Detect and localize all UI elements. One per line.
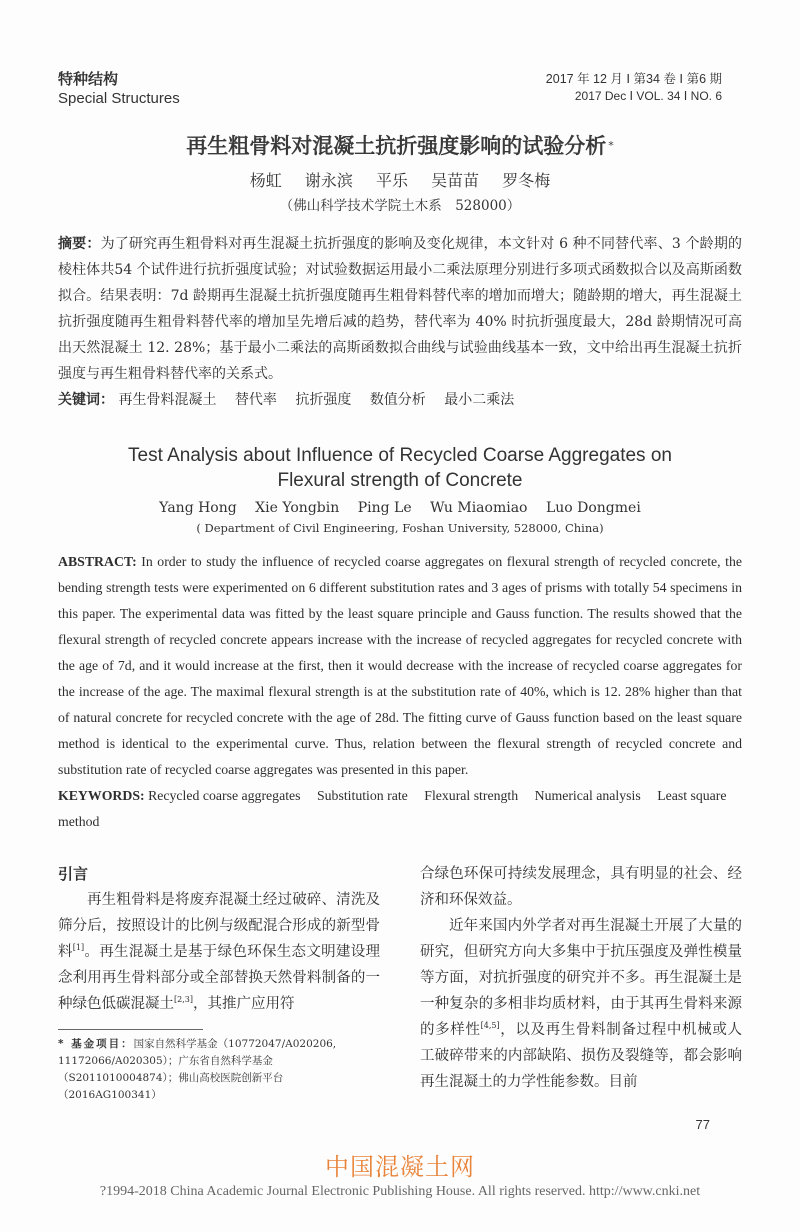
keyword-cn: 数值分析 [369, 392, 426, 408]
authors-cn [58, 169, 742, 193]
author-en: Wu Miaomiao [430, 500, 528, 516]
title-footnote-mark: * [608, 139, 614, 152]
author-en: Yang Hong [159, 500, 237, 516]
copyright-line: ?1994-2018 China Academic Journal Electronic Publishing House. All rights reserved. http://www.cnki.net [99, 1184, 701, 1199]
abstract-text-en: In order to study the influence of recycled coarse aggregates on flexural strength of recycled concrete, the bending strength tests were experimented on 6 different substitution rates and 3 ages of prisms with totally 54 specimens in this paper. The experimental data was fitted by the least square principle and Gauss function. The results showed that the flexural strength of recycled concrete appears increase with the increase of recycled aggregates for recycled concrete with the age of 7d, and it would increase at the first, then it would decrease with the increase of recycled coarse aggregates for the increase of the age. The maximal flexural strength is at the substitution rate of 40%, which is 12. 28% higher than that of natural concrete for recycled concrete with the age of 28d. The fitting curve of Gauss function based on the least square method is identical to the experimental curve. Thus, relation between the flexural strength of recycled concrete and substitution rate of recycled coarse aggregates was presented in this paper. [58, 554, 743, 777]
paper-title-cn [58, 131, 742, 161]
body-text: ，以及再生骨料制备过程中机械或人工破碎带来的内部缺陷、损伤及裂缝等，都会影响再生混凝土的力学性能参数。目前 [420, 1022, 743, 1090]
page [58, 0, 742, 1232]
body-column-left [58, 861, 380, 1104]
keyword-cn: 最小二乘法 [444, 392, 515, 408]
author-en: Ping Le [357, 500, 412, 516]
author-en: Xie Yongbin [255, 500, 340, 516]
body-paragraph [420, 913, 742, 1095]
keyword-cn: 再生骨料混凝土 [118, 392, 217, 408]
body-columns [58, 861, 742, 1104]
footnote-divider [58, 1029, 203, 1030]
keyword-en: Flexural strength [424, 788, 519, 803]
author-cn: 杨虹 [249, 171, 282, 190]
keyword-cn: 抗折强度 [295, 392, 352, 408]
body-column-right [420, 861, 742, 1095]
citation: [2,3] [174, 995, 193, 1005]
abstract-label-cn: 摘要： [58, 236, 101, 252]
abstract-en [58, 549, 742, 783]
abstract-text-cn: 为了研究再生粗骨料对再生混凝土抗折强度的影响及变化规律，本文针对 6 种不同替代率、3 个龄期的棱柱体共54 个试件进行抗折强度试验；对试验数据运用最小二乘法原理分别进行多项式函数拟合以及高斯函数拟合。结果表明：7d 龄期再生混凝土抗折强度随再生粗骨料替代率的增加而增大；随龄期的增大，再生混凝土抗折强度随再生粗骨料替代率的增加呈先增后减的趋势，替代率为 40% 时抗折强度最大，28d 龄期情况可高出天然混凝土 12. 28%；基于最小二乘法的高斯函数拟合曲线与试验曲线基本一致，文中给出再生混凝土抗折强度与再生粗骨料替代率的关系式。 [58, 236, 743, 382]
issue-info-cn: 2017 年 12 月 Ⅰ 第34 卷 Ⅰ 第6 期 [545, 72, 722, 86]
watermark-logo: 中国混凝土网 [325, 1153, 475, 1181]
abstract-cn [58, 231, 742, 387]
title-text: 再生粗骨料对混凝土抗折强度影响的试验分析 [186, 134, 607, 158]
citation: [1] [72, 943, 85, 953]
body-paragraph [58, 887, 380, 1017]
section-heading-intro: 引言 [58, 865, 89, 883]
author-en: Luo Dongmei [545, 500, 641, 516]
footnote-label: * 基金项目： [58, 1038, 134, 1050]
keyword-en: Recycled coarse aggregates [148, 788, 301, 803]
author-cn: 吴苗苗 [431, 171, 480, 190]
page-number: 77 [695, 1117, 710, 1132]
footnote-funding [58, 1036, 380, 1104]
keyword-en: Least square method [58, 788, 727, 829]
citation: [4,5] [480, 1021, 500, 1031]
title-en-line2: Flexural strength of Concrete [277, 470, 523, 491]
abstract-label-en: ABSTRACT: [58, 554, 137, 569]
body-text: 。再生混凝土是基于绿色环保生态文明建设理念利用再生骨料部分或全部替换天然骨料制备的一种绿色低碳混凝土 [58, 944, 381, 1012]
affiliation-en: ( Department of Civil Engineering, Foshan University, 528000, China) [196, 521, 604, 535]
body-text: 近年来国内外学者对再生混凝土开展了大量的研究，但研究方向大多集中于抗压强度及弹性模量等方面，对抗折强度的研究并不多。再生混凝土是一种复杂的多相非均质材料，由于其再生骨料来源的多样性 [420, 918, 742, 1038]
affiliation-cn: （佛山科学技术学院土木系 528000） [279, 198, 521, 214]
author-cn: 平乐 [375, 171, 408, 190]
footnote-text: 国家自然科学基金（10772047/A020206, 11172066/A020305）；广东省自然科学基金（S2011010004874）；佛山高校医院创新平台（2016AG100341） [58, 1038, 337, 1101]
keyword-cn: 替代率 [234, 392, 277, 408]
keyword-en: Numerical analysis [534, 788, 641, 803]
authors-en [58, 497, 742, 519]
issue-info-en: 2017 Dec Ⅰ VOL. 34 Ⅰ NO. 6 [574, 89, 722, 103]
body-paragraph: 合绿色环保可持续发展理念，具有明显的社会、经济和环保效益。 [420, 866, 742, 908]
paper-title-en [58, 443, 742, 493]
author-cn: 罗冬梅 [502, 171, 551, 190]
keyword-en: Substitution rate [316, 788, 408, 803]
body-text: 再生粗骨料是将废弃混凝土经过破碎、清洗及筛分后，按照设计的比例与级配混合形成的新型骨料 [58, 892, 380, 960]
author-cn: 谢永滨 [304, 171, 353, 190]
issue-block [546, 70, 742, 104]
keywords-label-cn: 关键词： [58, 392, 114, 408]
journal-block [58, 70, 180, 109]
keywords-label-en: KEYWORDS: [58, 788, 145, 803]
keywords-en [58, 783, 742, 835]
body-text: ，其推广应用符 [192, 996, 295, 1012]
journal-name-en: Special Structures [58, 90, 180, 107]
running-header [58, 70, 742, 109]
title-en-line1: Test Analysis about Influence of Recycled Coarse Aggregates on [128, 445, 672, 466]
journal-name-cn: 特种结构 [58, 70, 119, 88]
page-footer [58, 1152, 742, 1202]
keywords-cn [58, 387, 742, 413]
